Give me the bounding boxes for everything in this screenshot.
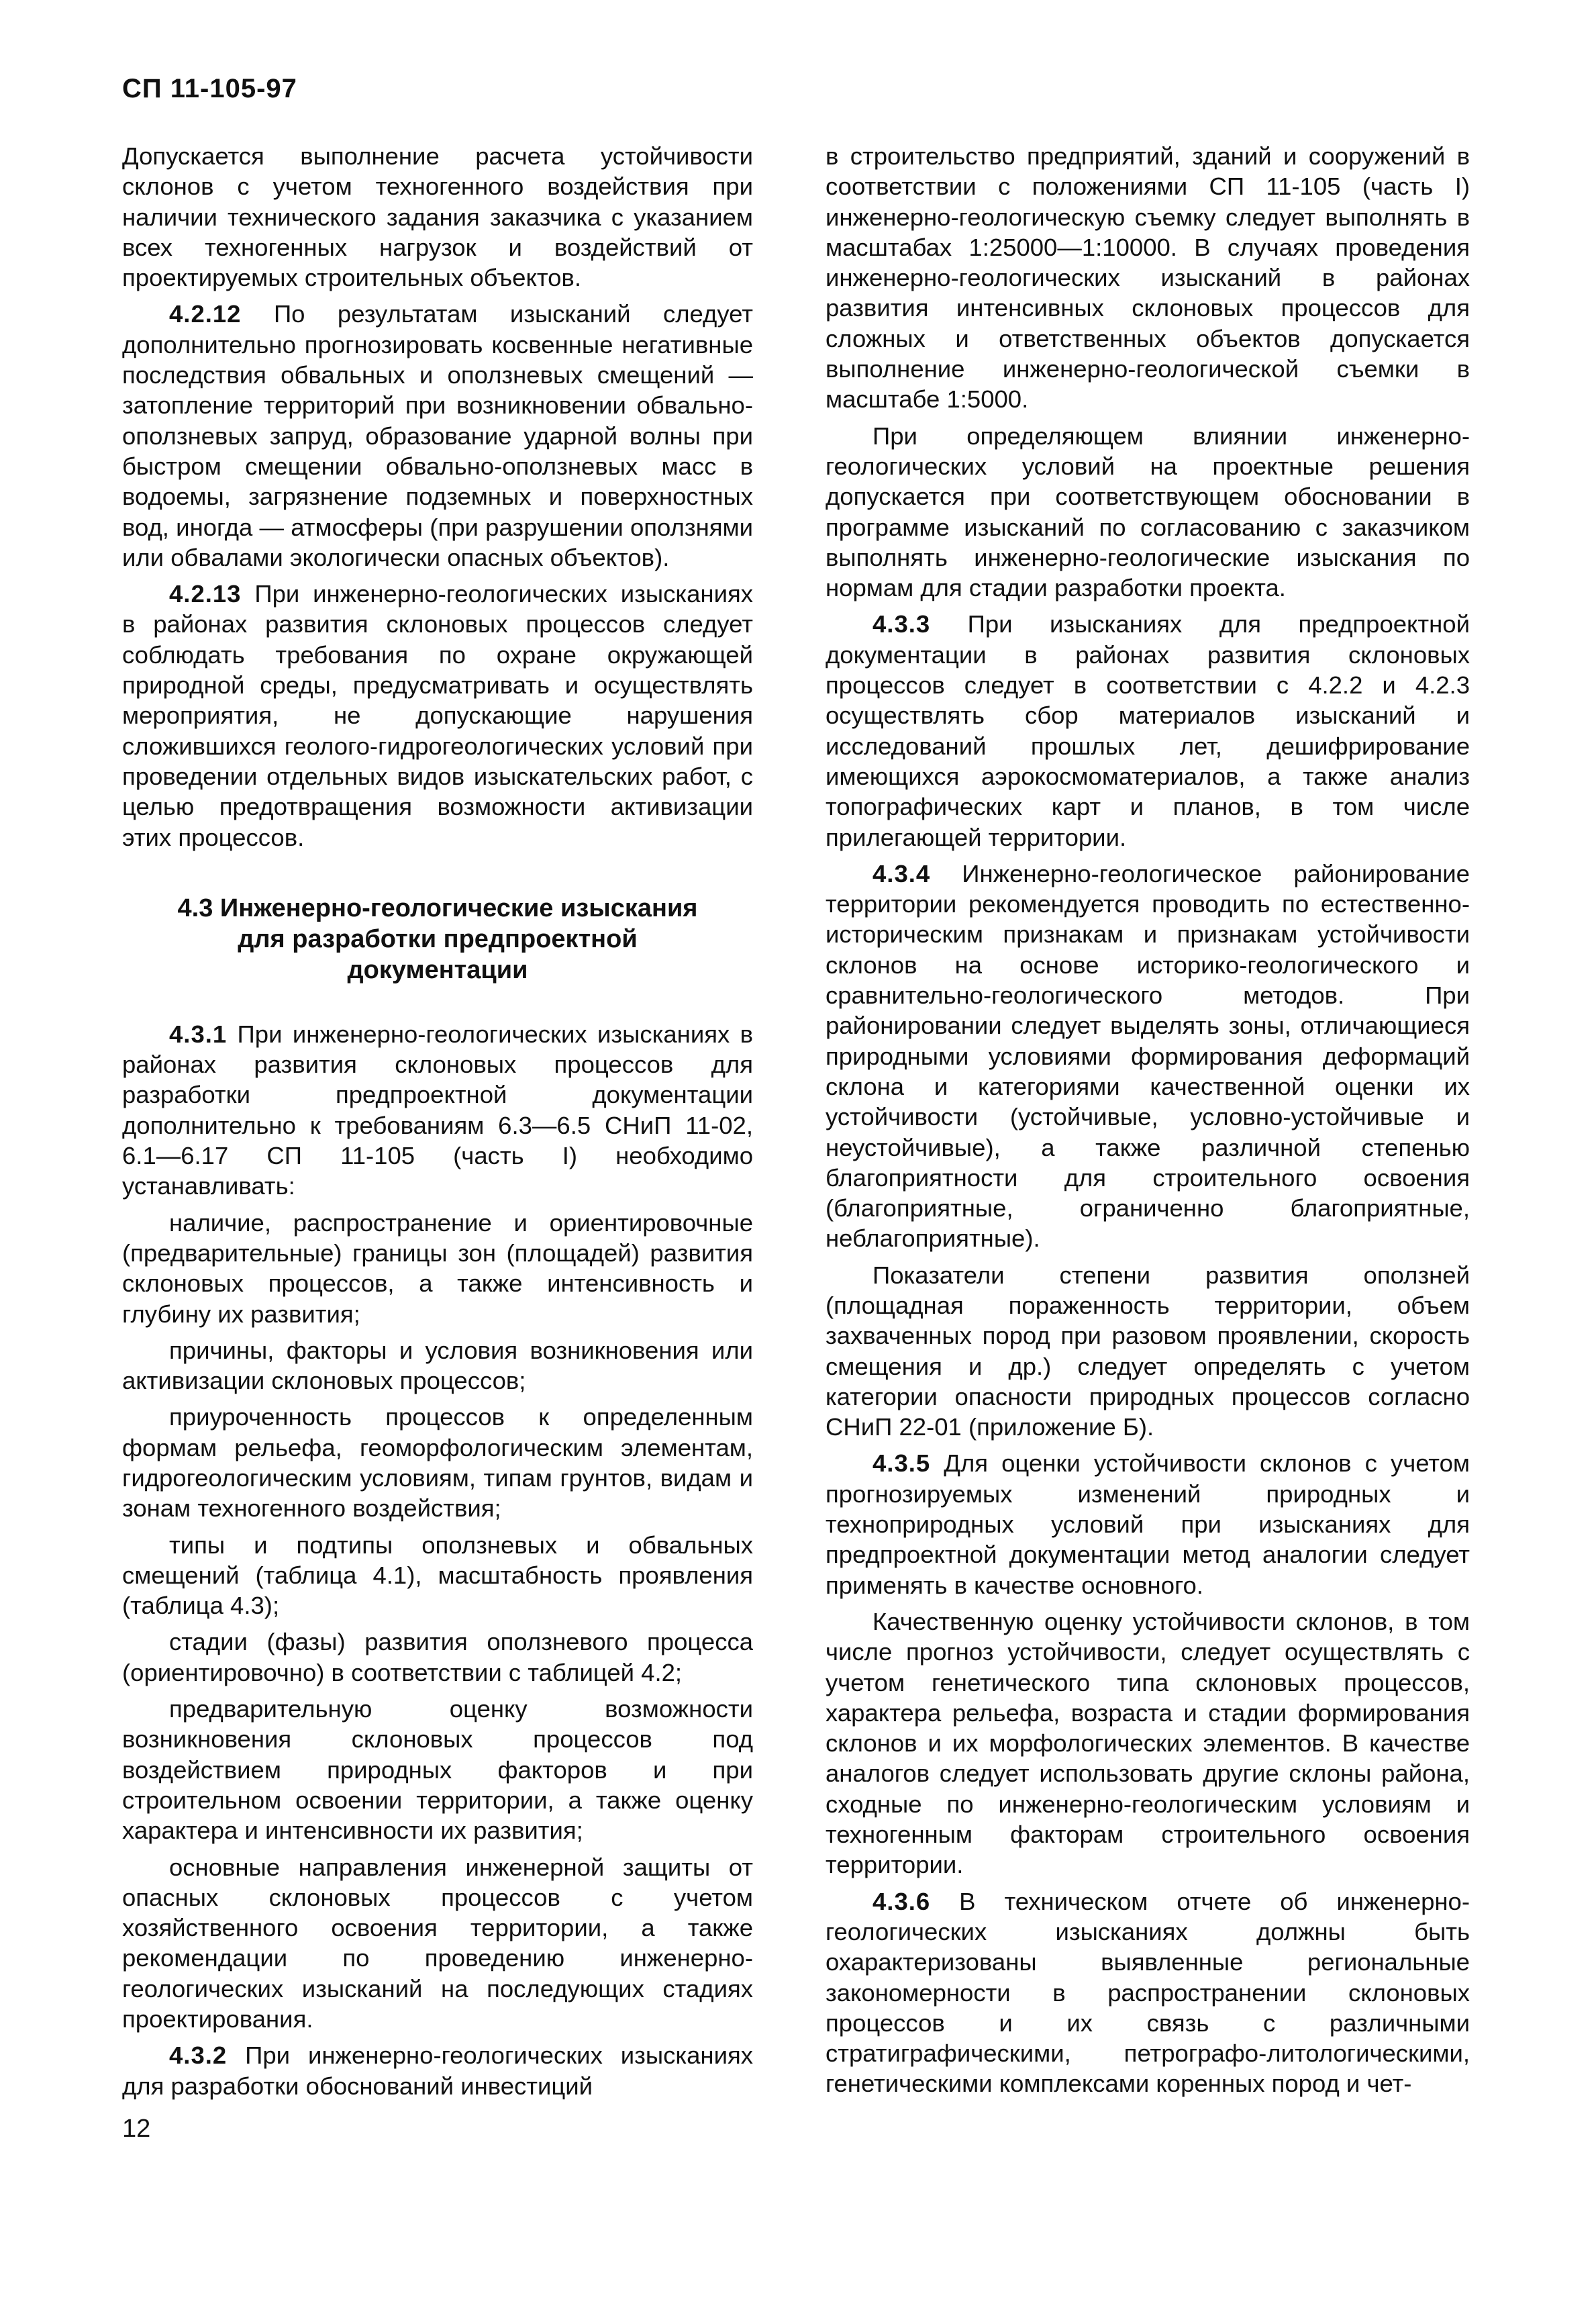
section-title-line: документации [347, 955, 528, 984]
clause-number: 4.3.5 [872, 1449, 931, 1478]
clause-text: При инженерно-геологических изысканиях в районах развития склоновых процессов для разработки предпроектной документации дополнительно к требованиям 6.3—6.5 СНиП 11-02, 6.1—6.17 СП 11-105 (часть I) необходимо устанавливать: [122, 1020, 753, 1200]
clause-number: 4.2.13 [169, 580, 242, 608]
clause-4-3-4 [826, 859, 1470, 1254]
list-paragraph: основные направления инженерной защиты от опасных склоновых процессов с учетом хозяйственного освоения территории, а также рекомендации по проведению инженерно-геологических изысканий на последующих стадиях проектирования. [122, 1853, 753, 2033]
clause-number: 4.3.1 [169, 1020, 228, 1048]
paragraph: При определяющем влиянии инженерно-геологических условий на проектные решения допускается при соответствующем обосновании в программе изысканий по согласованию с заказчиком выполнять инженерно-геологические изыскания по нормам для стадии разработки проекта. [826, 422, 1470, 602]
section-title-line: для разработки предпроектной [238, 924, 638, 953]
clause-text: По результатам изысканий следует дополнительно прогнозировать косвенные негативные последствия обвальных и оползневых смещений — затопление территорий при возникновении обвально-оползневых запруд, образование ударной волны при быстром смещении обвально-оползневых масс в водоемы, загрязнение подземных и поверхностных вод, иногда — атмосферы (при разрушении оползнями или обвалами экологически опасных объектов). [122, 300, 753, 571]
clause-number: 4.3.6 [872, 1887, 931, 1915]
clause-text: При инженерно-геологических изысканиях в районах развития склоновых процессов следует соблюдать требования по охране окружающей природной среды, предусматривать и осуществлять мероприятия, не допускающие нарушения сложившихся геолого-гидрогеологических условий при проведении отдельных видов изыскательских работ, с целью предотвращения возможности активизации этих процессов. [122, 580, 753, 851]
paragraph: Показатели степени развития оползней (площадная пораженность территории, объем захваченных пород при разовом проявлении, скорость смещения и др.) следует определять с учетом категории опасности природных процессов согласно СНиП 22-01 (приложение Б). [826, 1261, 1470, 1441]
right-column [826, 141, 1470, 2105]
clause-number: 4.3.4 [872, 859, 931, 887]
clause-4-3-2 [122, 2040, 753, 2101]
list-paragraph: наличие, распространение и ориентировочные (предварительные) границы зон (площадей) развития склоновых процессов, а также интенсивность и глубину их развития; [122, 1208, 753, 1328]
clause-number: 4.3.3 [872, 610, 931, 638]
clause-4-3-1 [122, 1019, 753, 1202]
section-title [136, 893, 740, 985]
clause-text: Инженерно-геологическое районирование территории рекомендуется проводить по естественно-историческим признакам и признакам устойчивости склонов на основе историко-геологического и сравнительно-геологического методов. При районировании следует выделять зоны, отличающиеся природными условиями формирования деформаций склона и категориями качественной оценки их устойчивости (устойчивые, условно-устойчивые и неустойчивые), а также различной степенью благоприятности для строительного освоения (благоприятные, ограниченно благоприятные, неблагоприятные). [826, 859, 1470, 1253]
clause-4-3-3 [826, 609, 1470, 852]
list-paragraph: стадии (фазы) развития оползневого процесса (ориентировочно) в соответствии с таблицей 4.2; [122, 1628, 753, 1686]
clause-4-2-12 [122, 299, 753, 573]
left-column [122, 141, 753, 2107]
clause-text: При изысканиях для предпроектной документации в районах развития склоновых процессов следует в соответствии с 4.2.2 и 4.2.3 осуществлять сбор материалов изысканий и исследований прошлых лет, дешифрирование имеющихся аэрокосмоматериалов, а также анализ топографических карт и планов, в том числе прилегающей территории. [826, 610, 1470, 851]
clause-number: 4.2.12 [169, 300, 242, 328]
clause-text: Для оценки устойчивости склонов с учетом прогнозируемых изменений природных и технoприродных условий при изысканиях для предпроектной документации метод аналогии следует применять в качестве основного. [826, 1449, 1470, 1599]
clause-text: В техническом отчете об инженерно-геологических изысканиях должны быть охарактеризованы выявленные региональные закономерности в распространении склоновых процессов и их связь с различными стратиграфическими, петрографо-литологическими, генетическими комплексами коренных пород и чет- [826, 1887, 1470, 2098]
paragraph: в строительство предприятий, зданий и сооружений в соответствии с положениями СП 11-105 (часть I) инженерно-геологическую съемку следует выполнять в масштабах 1:25000—1:10000. В случаях проведения инженерно-геологических изысканий в районах развития интенсивных склоновых процессов для сложных и ответственных объектов допускается выполнение инженерно-геологической съемки в масштабе 1:5000. [826, 142, 1470, 414]
list-paragraph: предварительную оценку возможности возникновения склоновых процессов под воздействием природных факторов и при строительном освоении территории, а также оценку характера и интенсивности их развития; [122, 1695, 753, 1845]
section-title-line: 4.3 Инженерно-геологические изыскания [177, 894, 698, 922]
clause-4-3-5 [826, 1448, 1470, 1600]
clause-text: При инженерно-геологических изысканиях для разработки обоснований инвестиций [122, 2041, 753, 2100]
list-paragraph: приуроченность процессов к определенным формам рельефа, геоморфологическим элементам, гидрогеологическим условиям, типам грунтов, видам и зонам техногенного воздействия; [122, 1403, 753, 1523]
paragraph: Качественную оценку устойчивости склонов, в том числе прогноз устойчивости, следует осуществлять с учетом генетического типа склоновых процессов, характера рельефа, возраста и стадии формирования склонов и их морфологических элементов. В качестве аналогов следует использовать другие склоны района, сходные по инженерно-геологическим условиям и техногенным факторам строительного освоения территории. [826, 1607, 1470, 1879]
list-paragraph: причины, факторы и условия возникновения или активизации склоновых процессов; [122, 1336, 753, 1395]
document-code: СП 11-105-97 [122, 74, 297, 103]
clause-4-2-13 [122, 579, 753, 853]
clause-4-3-6 [826, 1886, 1470, 2099]
page-number: 12 [122, 2115, 151, 2143]
list-paragraph: типы и подтипы оползневых и обвальных смещений (таблица 4.1), масштабность проявления (таблица 4.3); [122, 1531, 753, 1620]
paragraph: Допускается выполнение расчета устойчивости склонов с учетом техногенного воздействия при наличии технического задания заказчика с указанием всех техногенных нагрузок и воздействий от проектируемых строительных объектов. [122, 142, 753, 292]
clause-number: 4.3.2 [169, 2041, 228, 2070]
